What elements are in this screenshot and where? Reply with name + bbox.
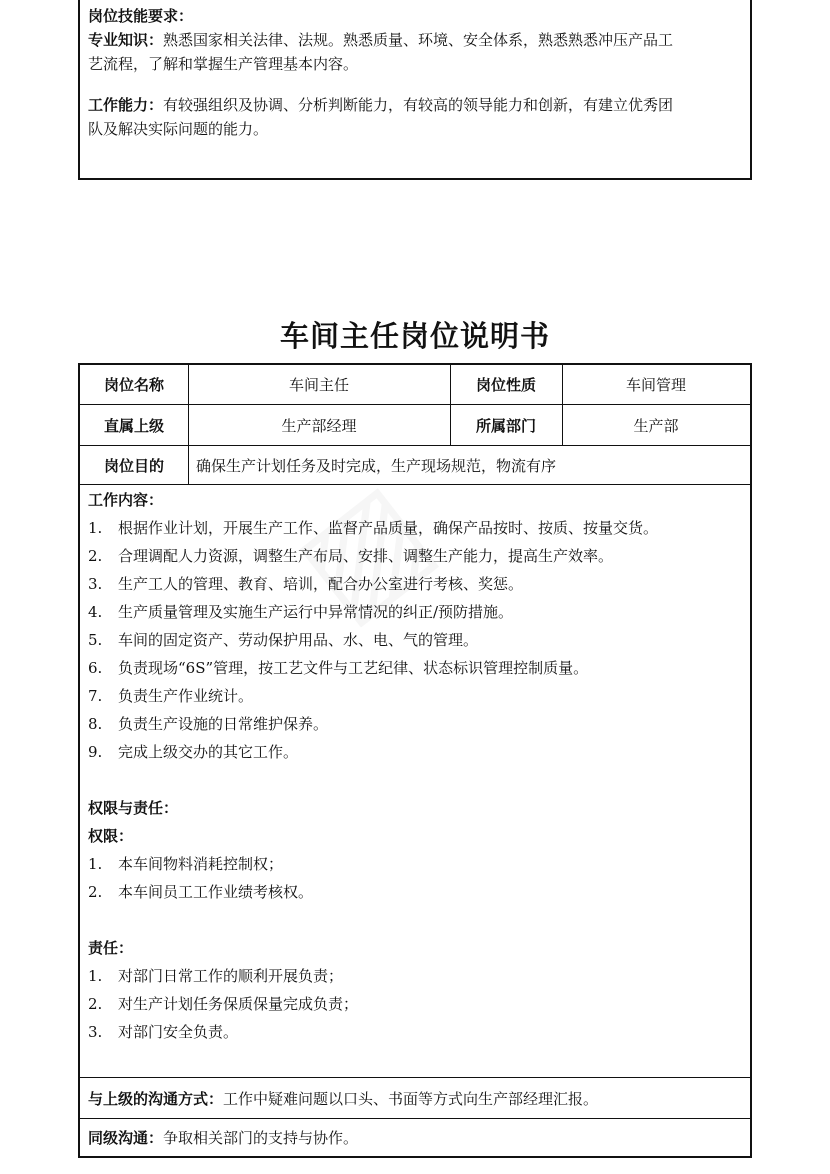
peer-communication (88, 1119, 742, 1156)
page-title: 车间主任岗位说明书 (279, 319, 550, 353)
list-item-text: 对部门日常工作的顺利开展负责； (118, 967, 344, 985)
list-item (88, 962, 742, 990)
row-divider-3 (80, 484, 750, 485)
department-value: 生产部 (633, 416, 679, 435)
ability-text-1: 有较强组织及协调、分析判断能力，有较高的领导能力和创新，有建立优秀团 (163, 96, 674, 114)
list-item (88, 626, 742, 654)
ability-label: 工作能力： (88, 96, 164, 114)
list-item-text: 本车间员工工作业绩考核权。 (118, 883, 314, 901)
list-item-text: 生产工人的管理、教育、培训，配合办公室进行考核、奖惩。 (118, 575, 524, 593)
department-label: 所属部门 (475, 416, 536, 435)
list-item-number: 2. (88, 995, 103, 1013)
position-name-value: 车间主任 (288, 376, 349, 394)
skill-requirements-box (78, 0, 752, 180)
upward-communication-label: 与上级的沟通方式： (88, 1089, 224, 1108)
list-item-number: 7. (88, 687, 103, 705)
peer-communication-label: 同级沟通： (88, 1129, 164, 1147)
list-item-text: 完成上级交办的其它工作。 (118, 743, 299, 761)
knowledge-text-2: 艺流程，了解和掌握生产管理基本内容。 (88, 55, 359, 73)
authority-list (88, 850, 742, 906)
work-content-list (88, 514, 742, 766)
supervisor-label: 直属上级 (103, 416, 164, 435)
list-item-text: 根据作业计划，开展生产工作、监督产品质量，确保产品按时、按质、按量交货。 (118, 519, 659, 537)
list-item (88, 654, 742, 682)
list-item (88, 1018, 742, 1046)
body-content (88, 486, 742, 1046)
list-item-number: 9. (88, 743, 103, 761)
list-item (88, 570, 742, 598)
supervisor-value: 生产部经理 (281, 416, 357, 435)
list-item-number: 3. (88, 1023, 103, 1041)
list-item-number: 2. (88, 883, 103, 901)
position-nature-value: 车间管理 (625, 376, 686, 394)
list-item-number: 5. (88, 631, 103, 649)
knowledge-paragraph (88, 28, 742, 52)
list-item-number: 1. (88, 855, 103, 873)
list-item (88, 598, 742, 626)
list-item-number: 6. (88, 659, 103, 677)
list-item (88, 990, 742, 1018)
list-item (88, 710, 742, 738)
list-item (88, 738, 742, 766)
list-item-number: 8. (88, 715, 103, 733)
list-item-number: 1. (88, 519, 103, 537)
peer-communication-text: 争取相关部门的支持与协作。 (163, 1129, 359, 1147)
ability-text-2: 队及解决实际问题的能力。 (88, 120, 269, 138)
list-item-text: 负责现场“6S”管理，按工艺文件与工艺纪律、状态标识管理控制质量。 (118, 659, 589, 677)
list-item-number: 4. (88, 603, 103, 621)
list-item-text: 对生产计划任务保质保量完成负责； (118, 995, 359, 1013)
list-item-text: 负责生产作业统计。 (118, 687, 254, 705)
responsibility-heading: 责任： (88, 939, 134, 957)
responsibility-list (88, 962, 742, 1046)
position-nature-label: 岗位性质 (475, 376, 536, 394)
list-item-text: 对部门安全负责。 (118, 1023, 239, 1041)
work-content-heading: 工作内容： (88, 491, 164, 509)
list-item-text: 负责生产设施的日常维护保养。 (118, 715, 329, 733)
list-item (88, 682, 742, 710)
authority-heading: 权限： (88, 827, 134, 845)
list-item (88, 542, 742, 570)
position-name-label: 岗位名称 (103, 376, 164, 394)
list-item-number: 3. (88, 575, 103, 593)
purpose-label: 岗位目的 (103, 456, 164, 475)
job-description-table (78, 363, 752, 1158)
list-item (88, 514, 742, 542)
list-item-text: 本车间物料消耗控制权； (118, 855, 284, 873)
upward-communication-text: 工作中疑难问题以口头、书面等方式向生产部经理汇报。 (223, 1089, 599, 1108)
skill-requirements-heading: 岗位技能要求： (88, 7, 194, 25)
purpose-value: 确保生产计划任务及时完成，生产现场规范，物流有序 (196, 456, 557, 475)
list-item (88, 850, 742, 878)
upward-communication (88, 1078, 742, 1118)
list-item-number: 2. (88, 547, 103, 565)
list-item (88, 878, 742, 906)
knowledge-label: 专业知识： (88, 31, 164, 49)
authority-responsibility-heading: 权限与责任： (88, 799, 179, 817)
list-item-number: 1. (88, 967, 103, 985)
list-item-text: 合理调配人力资源，调整生产布局、安排、调整生产能力，提高生产效率。 (118, 547, 614, 565)
list-item-text: 生产质量管理及实施生产运行中异常情况的纠正/预防措施。 (118, 603, 514, 621)
ability-paragraph (88, 93, 742, 117)
list-item-text: 车间的固定资产、劳动保护用品、水、电、气的管理。 (118, 631, 479, 649)
knowledge-text-1: 熟悉国家相关法律、法规。熟悉质量、环境、安全体系，熟悉熟悉冲压产品工 (163, 31, 674, 49)
